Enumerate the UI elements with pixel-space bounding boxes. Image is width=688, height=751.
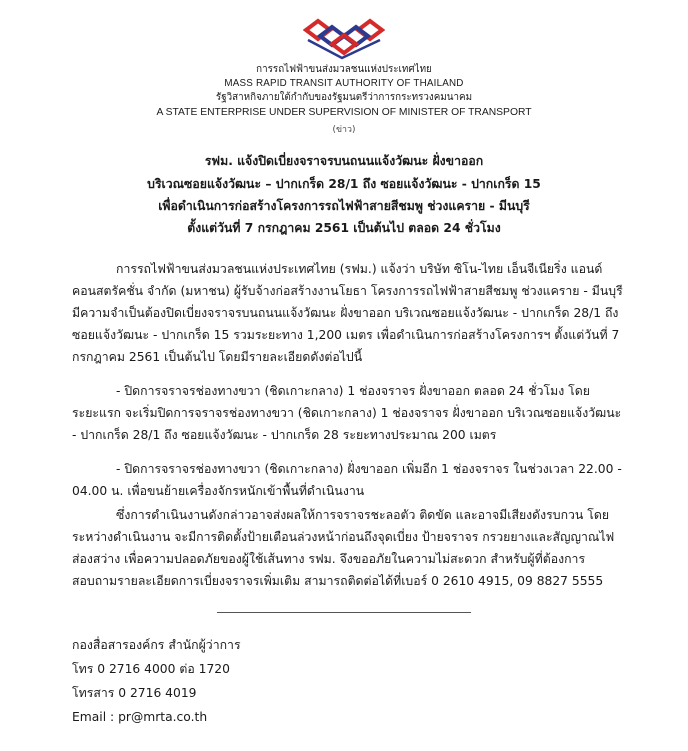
- headline-line-1: รฟม. แจ้งปิดเบี่ยงจราจรบนถนนแจ้งวัฒนะ ฝั่งขาออก: [204, 153, 484, 168]
- contact-department: กองสื่อสารองค์กร สำนักผู้ว่าการ: [72, 638, 241, 652]
- body-para4-line: ส่องสว่าง เพื่อความปลอดภัยของผู้ใช้เส้นทาง รฟม. จึงขออภัยในความไม่สะดวก สำหรับผู้ที่ต้องการ: [72, 552, 586, 566]
- body-para1-line: การรถไฟฟ้าขนส่งมวลชนแห่งประเทศไทย (รฟม.) แจ้งว่า บริษัท ซิโน-ไทย เอ็นจีเนียริ่ง แอนด์: [116, 262, 603, 276]
- body-para1-line: กรกฎาคม 2561 เป็นต้นไป โดยมีรายละเอียดดังต่อไปนี้: [72, 350, 363, 364]
- body-para1-line: คอนสตรัคชั่น จำกัด (มหาชน) ผู้รับจ้างก่อสร้างงานโยธา โครงการรถไฟฟ้าสายสีชมพู ช่วงแคราย - มีนบุรี: [72, 284, 623, 298]
- body-para2-line: - ปิดการจราจรช่องทางขวา (ชิดเกาะกลาง) 1 ช่องจราจร ฝั่งขาออก ตลอด 24 ชั่วโมง โดย: [116, 384, 590, 398]
- contact-phone: โทร 0 2716 4000 ต่อ 1720: [72, 662, 230, 676]
- document-type: (ข่าว): [332, 125, 356, 135]
- body-para3-line: 04.00 น. เพื่อขนย้ายเครื่องจักรหนักเข้าพื้นที่ดำเนินงาน: [72, 484, 365, 498]
- section-divider: [217, 612, 471, 613]
- contact-email[interactable]: Email : pr@mrta.co.th: [72, 710, 208, 724]
- headline-line-3: เพื่อดำเนินการก่อสร้างโครงการรถไฟฟ้าสายสีชมพู ช่วงแคราย - มีนบุรี: [158, 198, 530, 213]
- body-para4-line: ระหว่างดำเนินงาน จะมีการติดตั้งป้ายเตือนล่วงหน้าก่อนถึงจุดเบี่ยง ป้ายจราจร กรวยยางและสัญญาณไฟ: [72, 530, 615, 544]
- body-para2-line: - ปากเกร็ด 28/1 ถึง ซอยแจ้งวัฒนะ - ปากเกร็ด 28 ระยะทางประมาณ 200 เมตร: [72, 428, 497, 442]
- headline-line-4: ตั้งแต่วันที่ 7 กรกฎาคม 2561 เป็นต้นไป ตลอด 24 ชั่วโมง: [187, 220, 501, 235]
- org-name-th: การรถไฟฟ้าขนส่งมวลชนแห่งประเทศไทย: [256, 64, 432, 75]
- body-para3-line: - ปิดการจราจรช่องทางขวา (ชิดเกาะกลาง) ฝั่งขาออก เพิ่มอีก 1 ช่องจราจร ในช่วงเวลา 22.00 -: [116, 462, 622, 476]
- org-subtitle-en: A STATE ENTERPRISE UNDER SUPERVISION OF MINISTER OF TRANSPORT: [156, 106, 532, 118]
- headline-line-2: บริเวณซอยแจ้งวัฒนะ – ปากเกร็ด 28/1 ถึง ซอยแจ้งวัฒนะ - ปากเกร็ด 15: [147, 176, 541, 191]
- body-para4-line: ซึ่งการดำเนินงานดังกล่าวอาจส่งผลให้การจราจรชะลอตัว ติดขัด และอาจมีเสียงดังรบกวน โดย: [116, 508, 610, 522]
- body-para2-line: ระยะแรก จะเริ่มปิดการจราจรช่องทางขวา (ชิดเกาะกลาง) 1 ช่องจราจร ฝั่งขาออก บริเวณซอยแจ้งวัฒนะ: [72, 406, 622, 420]
- body-para1-line: มีความจำเป็นต้องปิดเบี่ยงจราจรบนถนนแจ้งวัฒนะ ฝั่งขาออก บริเวณซอยแจ้งวัฒนะ - ปากเกร็ด 28/1 ถึง: [72, 306, 619, 320]
- body-para4-line: สอบถามรายละเอียดการเบี่ยงจราจรเพิ่มเติม สามารถติดต่อได้ที่เบอร์ 0 2610 4915, 09 8827 5555: [72, 574, 604, 588]
- contact-fax: โทรสาร 0 2716 4019: [72, 686, 197, 700]
- org-subtitle-th: รัฐวิสาหกิจภายใต้กำกับของรัฐมนตรีว่าการกระทรวงคมนาคม: [215, 92, 473, 103]
- org-name-en: MASS RAPID TRANSIT AUTHORITY OF THAILAND: [224, 78, 464, 89]
- body-para1-line: ซอยแจ้งวัฒนะ - ปากเกร็ด 15 รวมระยะทาง 1,200 เมตร เพื่อดำเนินการก่อสร้างโครงการฯ ตั้งแต่วันที่ 7: [72, 328, 620, 342]
- mrta-logo-icon: [302, 18, 386, 60]
